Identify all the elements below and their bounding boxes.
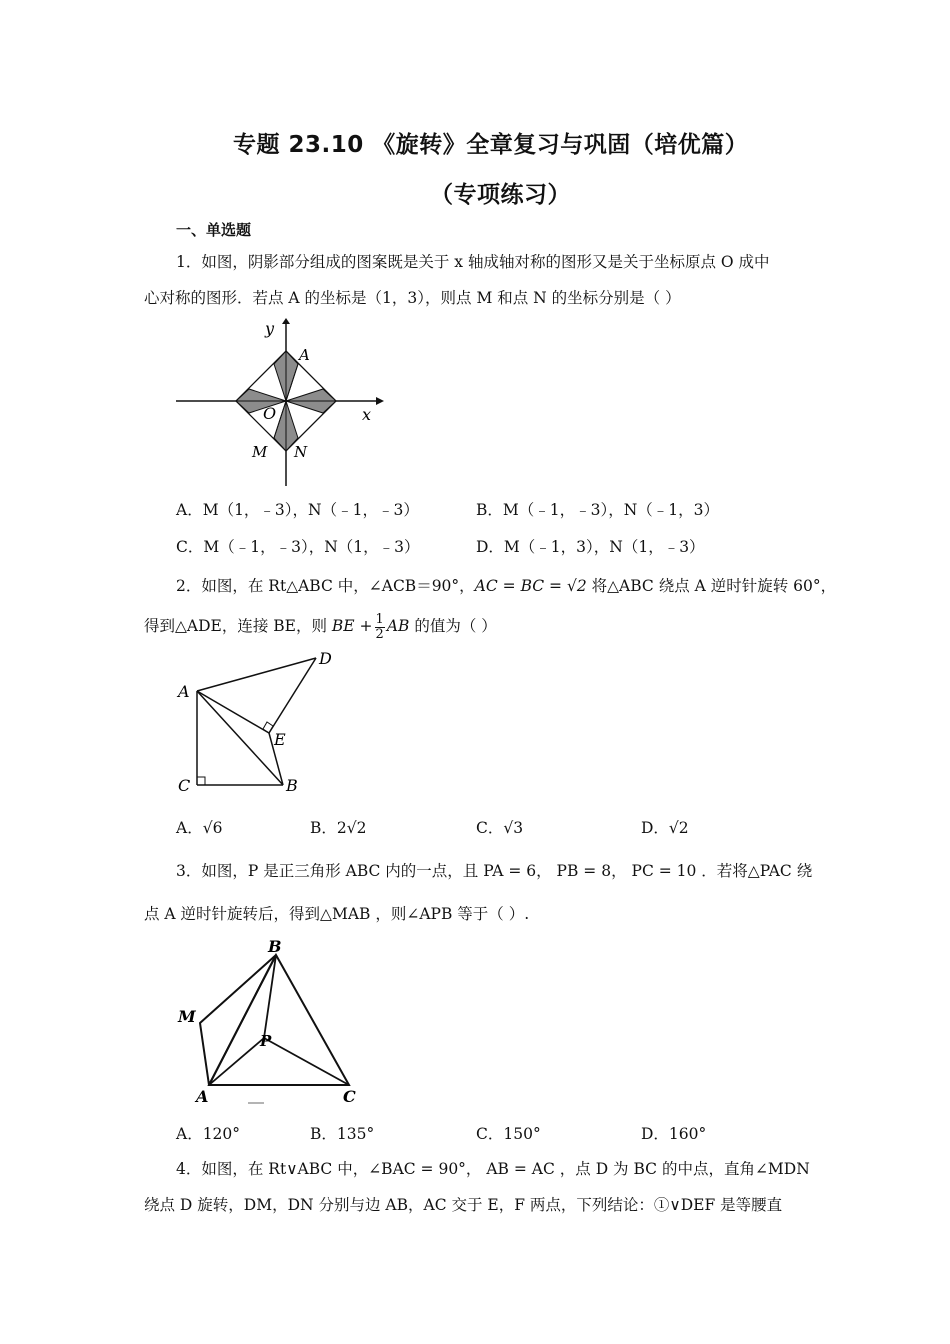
q2-fraction-den: 2 <box>375 626 384 642</box>
q2-formula-ab: AB <box>386 617 410 635</box>
q3-label-p: P <box>260 1032 272 1050</box>
q2-label-b: B <box>286 776 298 795</box>
q1-option-d[interactable]: D．M（﹣1，3），N（1，﹣3） <box>476 538 705 556</box>
q1-label-m: M <box>252 443 268 461</box>
q1-shade-right-down <box>286 401 336 413</box>
q1-text-line2: 心对称的图形．若点 A 的坐标是（1，3），则点 M 和点 N 的坐标分别是（ ） <box>144 289 681 307</box>
q2-right-angle-c <box>197 777 205 785</box>
q1-label-o: O <box>263 404 277 423</box>
q1-label-x: x <box>362 405 372 424</box>
q3-text-line1: 3．如图，P 是正三角形 ABC 内的一点，且 PA = 6， PB = 8， PC = 10 ．若将△PAC 绕 <box>176 862 813 880</box>
q3-option-c[interactable]: C．150° <box>476 1125 541 1143</box>
q3-label-m: M <box>178 1007 196 1026</box>
q3-label-b: B <box>268 937 282 956</box>
q3-triangle-mab <box>200 955 276 1085</box>
q2-option-b[interactable]: B．2√2 <box>310 819 367 837</box>
q2-option-a[interactable]: A．√6 <box>176 819 223 837</box>
section-heading: 一、单选题 <box>176 221 252 239</box>
q1-label-n: N <box>294 443 308 461</box>
q2-text-line1 <box>176 574 836 596</box>
q1-y-arrow <box>282 318 290 324</box>
q2-label-a: A <box>178 682 190 701</box>
q2-text-line1-a: 2．如图，在 Rt△ABC 中，∠ACB＝90°， <box>176 577 475 595</box>
q2-formula-acbc: AC = BC = √2 <box>474 577 587 595</box>
page-subtitle: （专项练习） <box>430 182 571 208</box>
q1-label-y: y <box>265 319 275 338</box>
q2-figure <box>176 650 346 800</box>
q2-text-line2-b: 的值为（ ） <box>409 617 497 635</box>
q4-text-line1: 4．如图，在 Rt∨ABC 中，∠BAC = 90°， AB = AC ，点 D 为 BC 的中点，直角∠MDN <box>176 1160 810 1178</box>
q1-option-b[interactable]: B．M（﹣1，﹣3），N（﹣1，3） <box>476 501 720 519</box>
q2-fraction-num: 1 <box>375 611 384 627</box>
q2-label-e: E <box>274 730 286 749</box>
q1-x-arrow <box>376 397 384 405</box>
q1-option-a[interactable]: A．M（1，﹣3），N（﹣1，﹣3） <box>176 501 419 519</box>
q1-text-line1: 1．如图，阴影部分组成的图案既是关于 x 轴成轴对称的图形又是关于坐标原点 O 成中 <box>176 253 770 271</box>
q2-right-angle-e <box>263 722 273 733</box>
q2-text-line2-a: 得到△ADE，连接 BE，则 <box>144 617 332 635</box>
q1-shade-right-up <box>286 389 336 401</box>
q3-label-a: A <box>196 1087 209 1106</box>
q3-figure <box>176 937 366 1110</box>
page-title: 专题 23.10 《旋转》全章复习与巩固（培优篇） <box>233 132 749 158</box>
q1-shade-top-left <box>274 351 286 401</box>
q2-text-line2 <box>144 610 497 642</box>
q2-option-d[interactable]: D．√2 <box>641 819 689 837</box>
q2-label-c: C <box>178 776 191 795</box>
q1-label-a: A <box>299 346 310 364</box>
q3-option-a[interactable]: A．120° <box>176 1125 241 1143</box>
q3-label-c: C <box>343 1087 356 1106</box>
q4-text-line2: 绕点 D 旋转，DM，DN 分别与边 AB，AC 交于 E，F 两点，下列结论：①∨DEF 是等腰直 <box>144 1196 783 1214</box>
q1-shade-left-down <box>236 401 286 413</box>
q3-option-d[interactable]: D．160° <box>641 1125 707 1143</box>
q2-formula-be: BE + <box>331 617 373 635</box>
q2-text-line1-b: 将△ABC 绕点 A 逆时针旋转 60°， <box>586 577 837 595</box>
q1-option-c[interactable]: C．M（﹣1，﹣3），N（1，﹣3） <box>176 538 420 556</box>
q3-triangle-abc <box>209 955 349 1085</box>
q3-text-line2: 点 A 逆时针旋转后，得到△MAB ，则∠APB 等于（ ）. <box>144 905 530 923</box>
q1-shade-top-right <box>286 351 298 401</box>
q2-option-c[interactable]: C．√3 <box>476 819 524 837</box>
q1-shade-left-up <box>236 389 286 401</box>
q2-label-d: D <box>319 649 332 668</box>
q2-fraction <box>375 613 385 642</box>
q3-option-b[interactable]: B．135° <box>310 1125 375 1143</box>
q1-figure <box>176 318 386 488</box>
